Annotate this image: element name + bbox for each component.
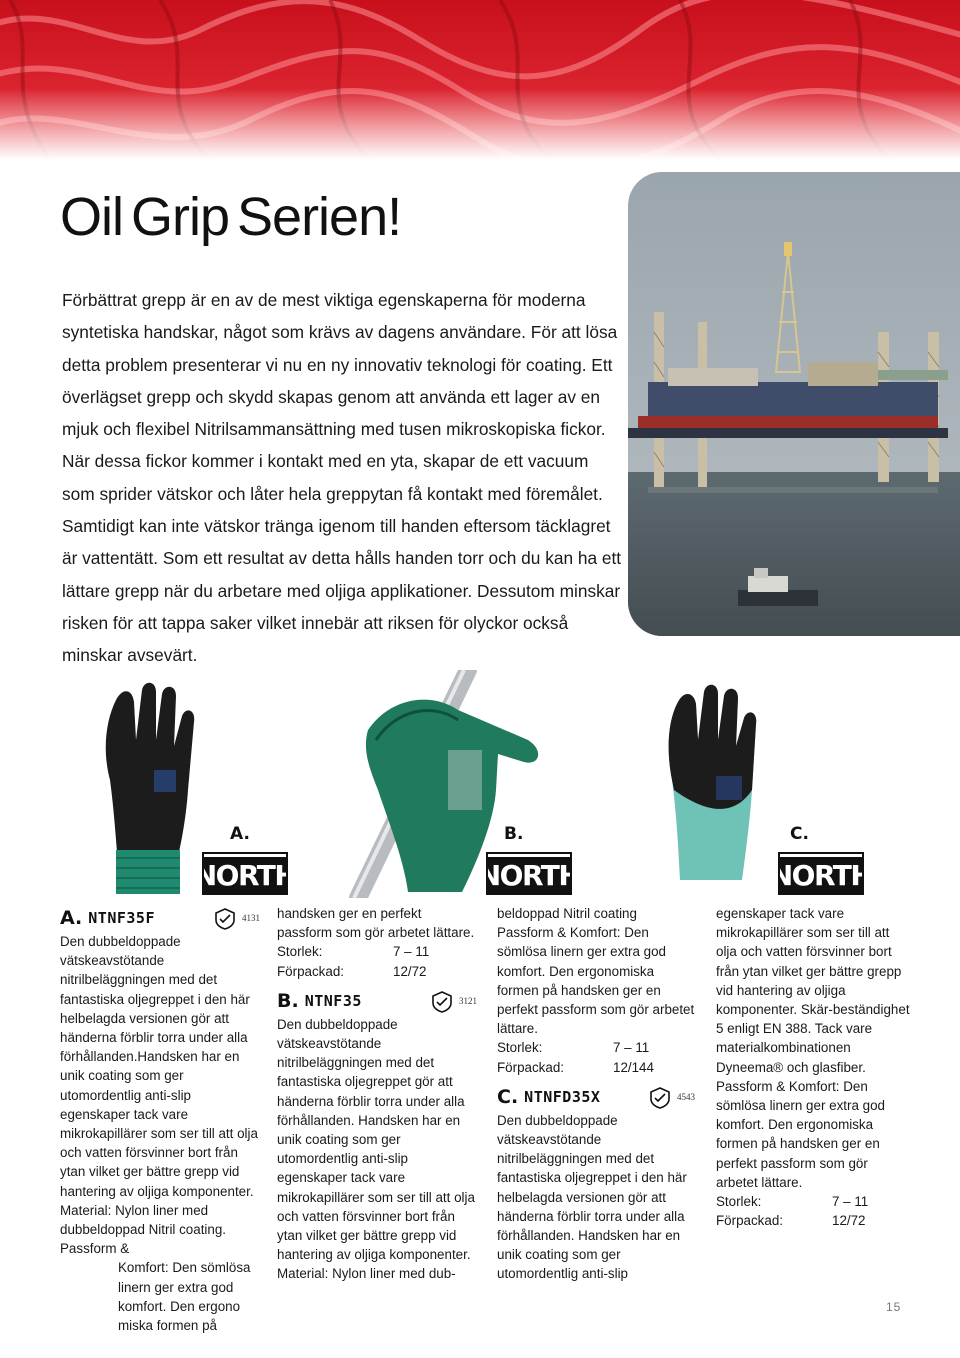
header-pattern-graphic: [0, 0, 960, 160]
oil-rig-photo: [628, 172, 960, 636]
header-banner: [0, 0, 960, 160]
product-c-column: [497, 904, 695, 1284]
product-c-description: Den dubbeldoppade vätskeavstötande nitrilbeläggningen med det fantastiska oljegreppet i den här helbelagda versionen gör att händerna förblir torra under alla förhållanden. Handsken har en unik coating som ger utomordentlig anti-slip: [497, 1112, 687, 1282]
product-c-ce-number: 4543: [677, 1092, 695, 1103]
product-c-code: NTNFD35X: [524, 1088, 601, 1107]
product-c-ce-badge: [649, 1087, 671, 1109]
glove-c-image: [662, 680, 772, 898]
product-a-ce-number: 4131: [242, 913, 260, 924]
product-a-code: NTNF35F: [88, 909, 155, 928]
product-a-letter: A.: [60, 907, 83, 930]
product-b-code: NTNF35: [304, 992, 362, 1011]
product-a-description: Den dubbeldoppade vätskeavstötande nitrilbeläggningen med det fantastiska oljegreppet i den här helbelagda versionen gör att händerna förblir torra under alla förhållanden.Handsken har en unik coating som ger utomordentlig anti-slip egenskaper tack vare mikrokapillärer som ser till att olja och vatten försvinner bort från ytan vilket ger bättre grepp vid hantering av oljiga komponenter. Material: Nylon liner med dubbeldoppad Nitril coating. Passform &: [60, 934, 258, 1257]
glove-c-label: C.: [790, 824, 809, 844]
product-c-description-cont: egenskaper tack vare mikrokapillärer som ser till att olja och vatten försvinner bort från ytan vilket ger bättre grepp vid hantering av oljiga komponenter. Skär-beständighet 5 enligt EN 388. Tack vare materialkombinationen Dyneema® och glasfiber. Passform & Komfort: Den sömlösa linern ger extra god komfort. Den ergonomiska formen på handsken ger en perfekt passform som gör arbetet lättare.: [716, 906, 910, 1190]
product-c-heading: [497, 1087, 695, 1109]
product-c-size: Storlek: 7 – 11: [716, 1194, 869, 1210]
glove-b-label: B.: [504, 824, 524, 844]
page-title: Oil Grip Serien!: [60, 187, 402, 247]
product-b-ce-badge: [431, 991, 453, 1013]
shield-glove-icon: [649, 1087, 671, 1109]
product-a-heading: [60, 908, 260, 930]
shield-glove-icon: [214, 908, 236, 930]
product-b-description-cont: beldoppad Nitril coating Passform & Komfort: Den sömlösa linern ger extra god komfort. Den ergonomiska formen på handsken ger en perfekt passform som gör arbetet lättare.: [497, 906, 695, 1037]
product-b-size: Storlek: 7 – 11: [497, 1040, 650, 1056]
product-b-ce-number: 3121: [459, 996, 477, 1007]
product-a-description-cont: handsken ger en perfekt passform som gör arbetet lättare.: [277, 906, 475, 941]
product-b-column: [277, 904, 477, 1284]
oil-rig-illustration: [628, 172, 960, 636]
page-number: 15: [886, 1300, 902, 1314]
product-a-size: Storlek: 7 – 11: [277, 944, 430, 960]
product-c-cont-column: [716, 904, 912, 1230]
intro-paragraph: Förbättrat grepp är en av de mest viktiga egenskaperna för moderna syntetiska handskar, något som krävs av dagens användare. För att lösa detta problem presenterar vi nu en ny innovativ teknologi för coating. Ett överlägset grepp och skydd skapas genom att använda ett lager av en mjuk och flexibel Nitrilsammansättning med tusen mikroskopiska fickor. När dessa fickor kommer i kontakt med en yta, skapar de ett vacuum som sprider vätskor och låter hela greppytan få kontakt med föremålet. Samtidigt kan inte vätskor tränga igenom till handen eftersom täcklagret är vattentätt. Som ett resultat av detta hålls handen torr och du kan ha ett lättare grepp när du arbetare med oljiga applikationer. Dessutom minskar risken för att tappa saker vilket innebär att riksen för olyckor också minskar avsevärt.: [62, 290, 622, 666]
intro-text: [62, 284, 624, 672]
glove-a-image: [96, 680, 206, 898]
product-b-pack: Förpackad: 12/144: [497, 1059, 654, 1075]
glove-a-label: A.: [230, 824, 250, 844]
north-logo-b: NORTH: [488, 854, 570, 893]
glove-products-row: [0, 668, 960, 898]
north-logo-a: NORTH: [204, 854, 286, 893]
product-b-heading: [277, 991, 477, 1013]
product-a-column: [60, 902, 260, 1335]
north-logo-c: NORTH: [780, 854, 862, 893]
product-b-description: Den dubbeldoppade vätskeavstötande nitrilbeläggningen med det fantastiska oljegreppet gör att händerna förblir torra under alla förhållanden. Handsken har en unik coating som ger utomordentlig anti-slip egenskaper tack vare mikrokapillärer som ser till att olja och vatten försvinner bort från ytan vilket ger bättre grepp vid hantering av oljiga komponenter. Material: Nylon liner med dub-: [277, 1016, 475, 1282]
product-c-letter: C.: [497, 1086, 519, 1109]
product-b-letter: B.: [277, 990, 299, 1013]
shield-glove-icon: [431, 991, 453, 1013]
product-a-description-indented: Komfort: Den sömlösa linern ger extra god komfort. Den ergono miska formen på: [118, 1260, 251, 1334]
product-a-ce-badge: [214, 908, 236, 930]
product-c-pack: Förpackad: 12/72: [716, 1213, 866, 1229]
product-a-pack: Förpackad: 12/72: [277, 963, 427, 979]
